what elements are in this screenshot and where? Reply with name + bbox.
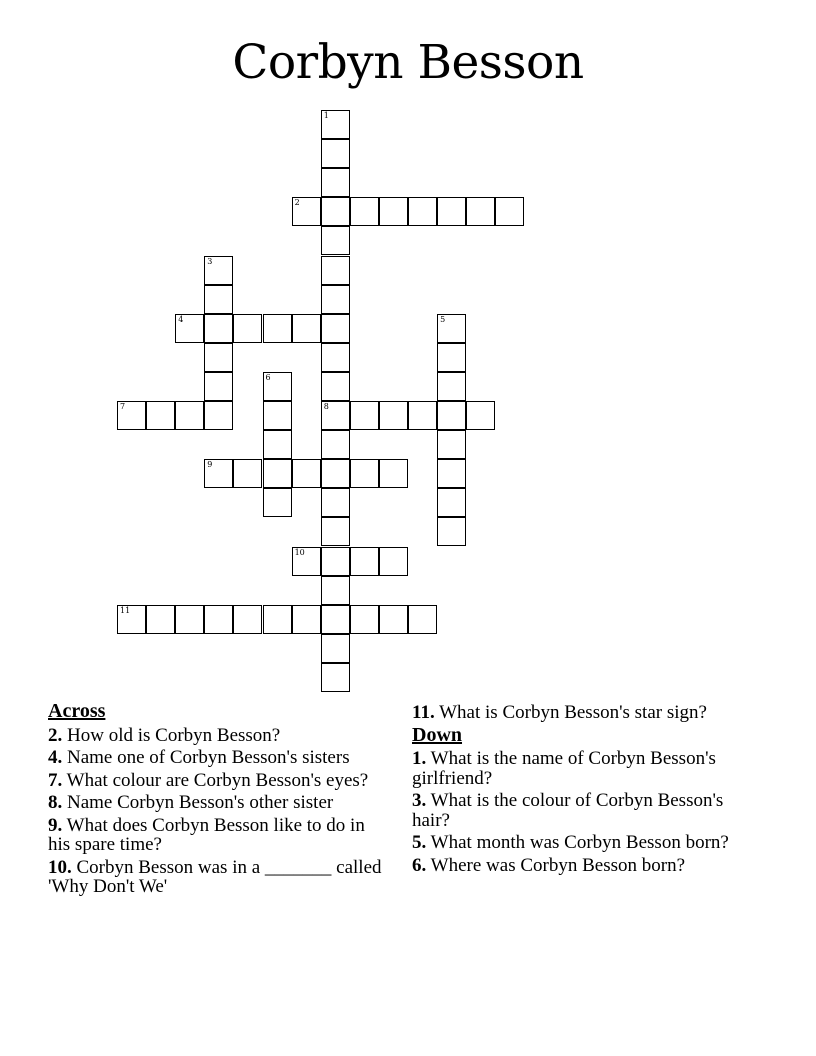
grid-cell[interactable] bbox=[292, 197, 321, 226]
grid-cell[interactable] bbox=[263, 401, 292, 430]
grid-cell[interactable] bbox=[350, 547, 379, 576]
grid-cell[interactable] bbox=[204, 314, 233, 343]
grid-cell[interactable] bbox=[117, 401, 146, 430]
grid-cell[interactable] bbox=[408, 605, 437, 634]
grid-cell[interactable] bbox=[379, 197, 408, 226]
grid-cell[interactable] bbox=[321, 459, 350, 488]
grid-cell[interactable] bbox=[321, 488, 350, 517]
grid-cell[interactable] bbox=[263, 488, 292, 517]
grid-cell[interactable] bbox=[466, 197, 495, 226]
grid-cell[interactable] bbox=[292, 314, 321, 343]
grid-cell[interactable] bbox=[321, 256, 350, 285]
grid-cell[interactable] bbox=[350, 401, 379, 430]
clue-across-10 bbox=[48, 858, 383, 897]
clue-text: What is the colour of Corbyn Besson's hair? bbox=[412, 790, 724, 831]
grid-cell[interactable] bbox=[321, 110, 350, 139]
grid-cell[interactable] bbox=[204, 605, 233, 634]
grid-cell[interactable] bbox=[437, 343, 466, 372]
grid-cell[interactable] bbox=[408, 401, 437, 430]
grid-cell[interactable] bbox=[175, 314, 204, 343]
grid-cell[interactable] bbox=[146, 605, 175, 634]
grid-cell[interactable] bbox=[204, 285, 233, 314]
grid-cell[interactable] bbox=[321, 401, 350, 430]
clue-across-4 bbox=[48, 748, 383, 768]
grid-cell[interactable] bbox=[204, 372, 233, 401]
grid-cell[interactable] bbox=[233, 605, 262, 634]
clue-text: Name Corbyn Besson's other sister bbox=[67, 792, 334, 813]
cell-number: 2 bbox=[294, 198, 300, 208]
cell-number: 1 bbox=[323, 111, 329, 120]
grid-cell[interactable] bbox=[350, 459, 379, 488]
grid-cell[interactable] bbox=[437, 517, 466, 546]
grid-cell[interactable] bbox=[321, 517, 350, 546]
cell-number: 4 bbox=[178, 314, 184, 324]
clue-number: 11. bbox=[412, 702, 435, 723]
grid-cell[interactable] bbox=[175, 605, 204, 634]
grid-cell[interactable] bbox=[321, 634, 350, 663]
grid-cell[interactable] bbox=[321, 226, 350, 255]
grid-cell[interactable] bbox=[379, 547, 408, 576]
grid-cell[interactable] bbox=[146, 401, 175, 430]
grid-cell[interactable] bbox=[437, 430, 466, 459]
grid-cell[interactable] bbox=[321, 576, 350, 605]
grid-cell[interactable] bbox=[263, 605, 292, 634]
grid-cell[interactable] bbox=[321, 663, 350, 692]
clue-across-7 bbox=[48, 771, 383, 791]
clue-number: 1. bbox=[412, 748, 427, 769]
clue-text: Name one of Corbyn Besson's sisters bbox=[67, 747, 350, 768]
cell-number: 9 bbox=[207, 460, 213, 470]
cell-number: 6 bbox=[265, 372, 271, 382]
clue-number: 6. bbox=[412, 854, 427, 876]
clue-down-6 bbox=[412, 856, 742, 876]
down-heading: Down bbox=[412, 723, 463, 746]
grid-cell[interactable] bbox=[263, 459, 292, 488]
grid-cell[interactable] bbox=[321, 343, 350, 372]
clue-number: 5. bbox=[412, 832, 427, 853]
grid-cell[interactable] bbox=[379, 401, 408, 430]
clue-number: 2. bbox=[48, 724, 63, 746]
cell-number: 3 bbox=[207, 256, 213, 266]
clue-number: 8. bbox=[48, 792, 63, 813]
clue-number: 3. bbox=[412, 790, 427, 811]
clues-left-column bbox=[48, 700, 383, 900]
clue-across-9 bbox=[48, 816, 383, 855]
cell-number: 10 bbox=[294, 547, 305, 557]
clue-text: Corbyn Besson was in a _______ called 'Why Don't We' bbox=[48, 856, 382, 897]
cell-number: 11 bbox=[120, 605, 131, 615]
clue-text: What month was Corbyn Besson born? bbox=[430, 832, 729, 853]
clue-text: What is the name of Corbyn Besson's girlfriend? bbox=[412, 748, 716, 789]
grid-cell[interactable] bbox=[204, 401, 233, 430]
clues-right-column bbox=[412, 700, 742, 878]
grid-cell[interactable] bbox=[350, 605, 379, 634]
grid-cell[interactable] bbox=[321, 139, 350, 168]
grid-cell[interactable] bbox=[204, 459, 233, 488]
grid-cell[interactable] bbox=[437, 488, 466, 517]
clue-down-3 bbox=[412, 791, 742, 830]
grid-cell[interactable] bbox=[204, 256, 233, 285]
grid-cell[interactable] bbox=[379, 605, 408, 634]
grid-cell[interactable] bbox=[233, 314, 262, 343]
grid-cell[interactable] bbox=[321, 430, 350, 459]
clue-text: How old is Corbyn Besson? bbox=[67, 724, 281, 746]
clue-text: What is Corbyn Besson's star sign? bbox=[439, 702, 707, 723]
clue-number: 9. bbox=[48, 814, 63, 836]
grid-cell[interactable] bbox=[263, 430, 292, 459]
clue-number: 10. bbox=[48, 856, 72, 878]
grid-cell[interactable] bbox=[437, 401, 466, 430]
cell-number: 5 bbox=[440, 314, 446, 324]
grid-cell[interactable] bbox=[204, 343, 233, 372]
clue-number: 7. bbox=[48, 769, 63, 791]
grid-cell[interactable] bbox=[466, 401, 495, 430]
clue-text: What colour are Corbyn Besson's eyes? bbox=[66, 769, 369, 791]
clue-down-1 bbox=[412, 749, 742, 788]
clue-across-11 bbox=[412, 703, 742, 723]
grid-cell[interactable] bbox=[292, 459, 321, 488]
grid-cell[interactable] bbox=[117, 605, 146, 634]
grid-cell[interactable] bbox=[495, 197, 524, 226]
grid-cell[interactable] bbox=[321, 372, 350, 401]
grid-cell[interactable] bbox=[321, 547, 350, 576]
grid-cell[interactable] bbox=[379, 459, 408, 488]
grid-cell[interactable] bbox=[321, 314, 350, 343]
grid-cell[interactable] bbox=[437, 314, 466, 343]
grid-cell[interactable] bbox=[437, 372, 466, 401]
cell-number: 7 bbox=[120, 402, 126, 411]
grid-cell[interactable] bbox=[292, 605, 321, 634]
cell-number: 8 bbox=[323, 402, 329, 411]
grid-cell[interactable] bbox=[175, 401, 204, 430]
grid-cell[interactable] bbox=[408, 197, 437, 226]
grid-cell[interactable] bbox=[292, 547, 321, 576]
clue-across-2 bbox=[48, 726, 383, 746]
grid-cell[interactable] bbox=[321, 168, 350, 197]
clue-text: What does Corbyn Besson like to do in his spare time? bbox=[48, 814, 365, 855]
grid-cell[interactable] bbox=[437, 459, 466, 488]
grid-cell[interactable] bbox=[321, 285, 350, 314]
grid-cell[interactable] bbox=[233, 459, 262, 488]
grid-cell[interactable] bbox=[321, 197, 350, 226]
clue-number: 4. bbox=[48, 747, 63, 768]
clue-across-8 bbox=[48, 793, 383, 813]
grid-cell[interactable] bbox=[437, 197, 466, 226]
clue-down-5 bbox=[412, 833, 742, 853]
grid-cell[interactable] bbox=[321, 605, 350, 634]
across-heading: Across bbox=[48, 700, 106, 722]
grid-cell[interactable] bbox=[350, 197, 379, 226]
puzzle-title: Corbyn Besson bbox=[232, 35, 584, 90]
grid-cell[interactable] bbox=[263, 314, 292, 343]
clue-text: Where was Corbyn Besson born? bbox=[430, 854, 686, 876]
grid-cell[interactable] bbox=[263, 372, 292, 401]
